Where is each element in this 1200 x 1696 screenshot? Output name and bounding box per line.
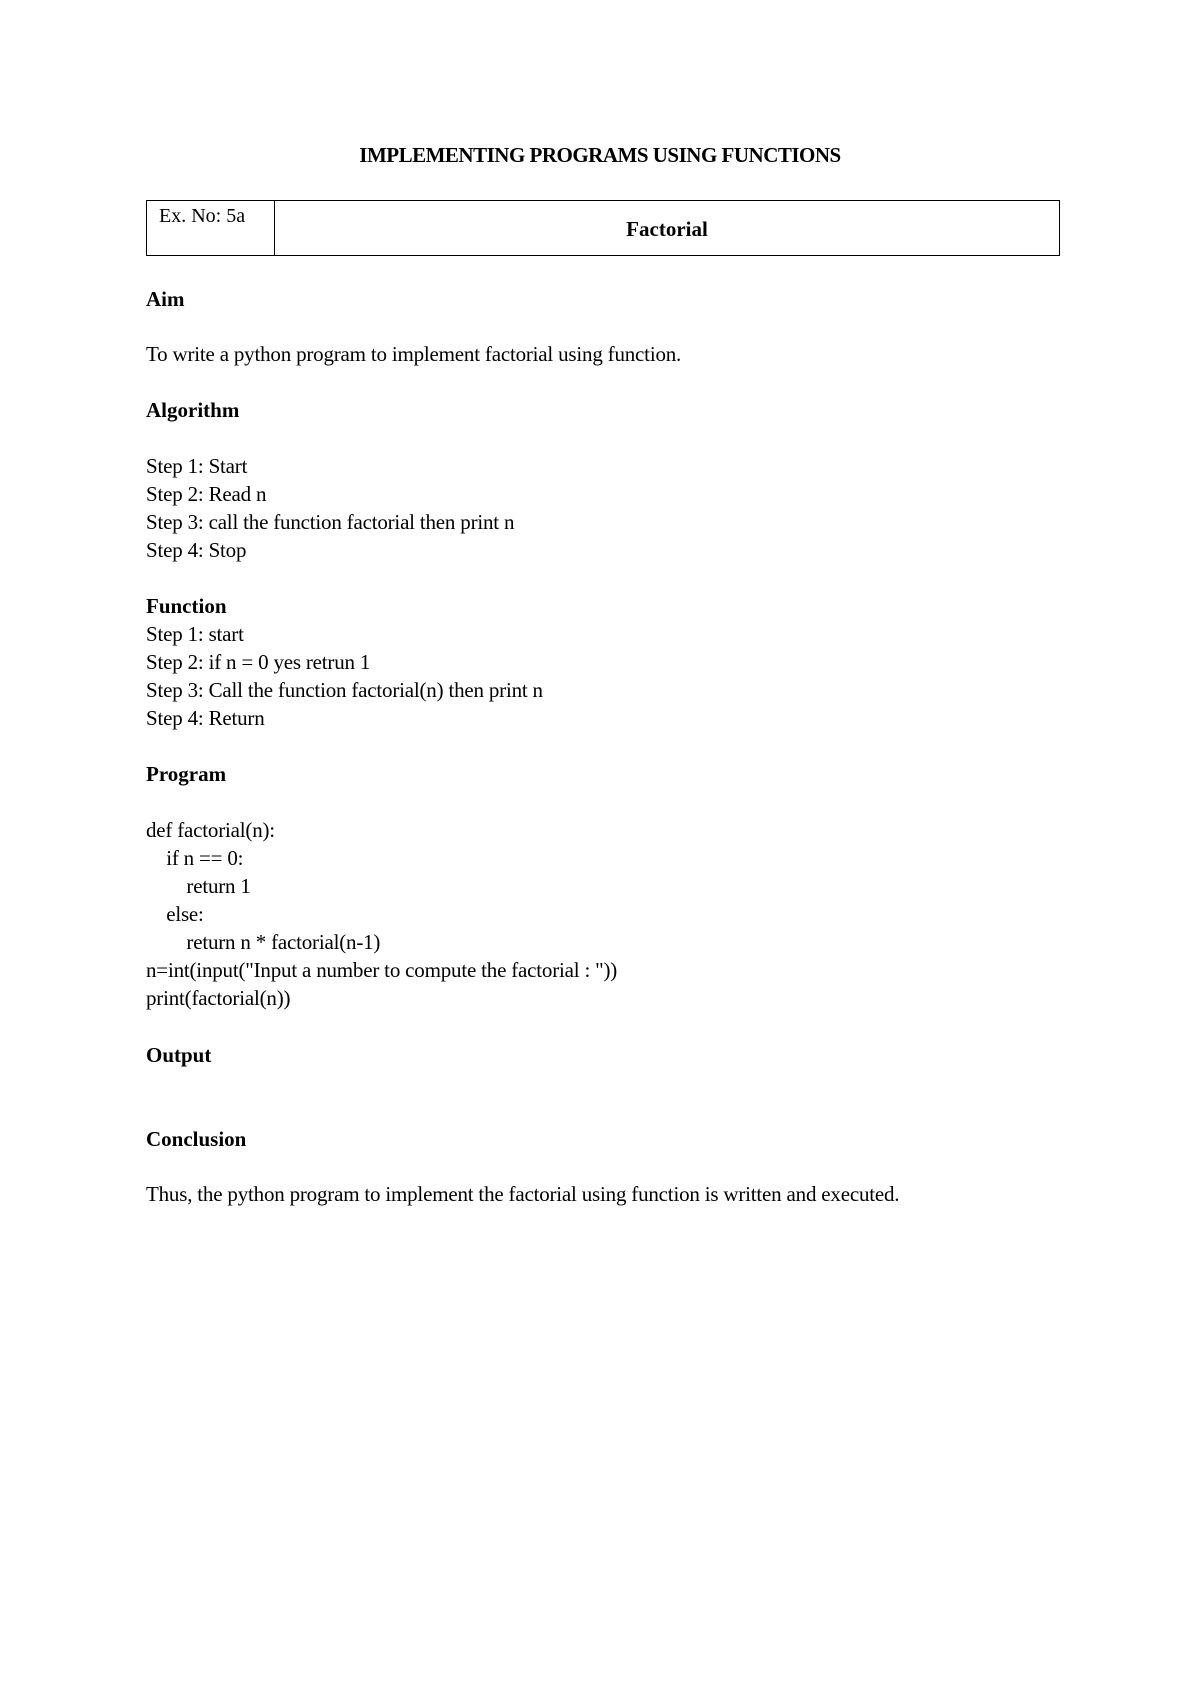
function-heading: Function xyxy=(146,594,227,618)
output-heading: Output xyxy=(146,1043,212,1067)
function-step: Step 1: start xyxy=(146,622,244,646)
aim-heading: Aim xyxy=(146,287,185,311)
experiment-title: Factorial xyxy=(626,217,708,241)
function-step: Step 4: Return xyxy=(146,706,265,730)
exercise-number: Ex. No: 5a xyxy=(147,201,275,255)
program-heading: Program xyxy=(146,762,227,786)
conclusion-text: Thus, the python program to implement the factorial using function is written and executed. xyxy=(146,1182,900,1206)
algorithm-step: Step 1: Start xyxy=(146,454,248,478)
code-line: print(factorial(n)) xyxy=(146,986,291,1010)
program-code xyxy=(146,816,617,1012)
experiment-header-table xyxy=(146,200,1060,256)
function-steps xyxy=(146,620,543,732)
algorithm-steps xyxy=(146,452,514,564)
code-line: return 1 xyxy=(146,874,251,898)
code-line: return n * factorial(n-1) xyxy=(146,930,381,954)
code-line: n=int(input("Input a number to compute the factorial : ")) xyxy=(146,958,618,982)
code-line: def factorial(n): xyxy=(146,818,275,842)
algorithm-step: Step 4: Stop xyxy=(146,538,247,562)
algorithm-step: Step 2: Read n xyxy=(146,482,267,506)
conclusion-heading: Conclusion xyxy=(146,1127,247,1151)
algorithm-heading: Algorithm xyxy=(146,398,240,422)
code-line: if n == 0: xyxy=(146,846,244,870)
algorithm-step: Step 3: call the function factorial then print n xyxy=(146,510,515,534)
page-title: IMPLEMENTING PROGRAMS USING FUNCTIONS xyxy=(359,143,841,167)
aim-text: To write a python program to implement factorial using function. xyxy=(146,342,682,366)
function-step: Step 3: Call the function factorial(n) then print n xyxy=(146,678,543,702)
function-step: Step 2: if n = 0 yes retrun 1 xyxy=(146,650,371,674)
code-line: else: xyxy=(146,902,204,926)
